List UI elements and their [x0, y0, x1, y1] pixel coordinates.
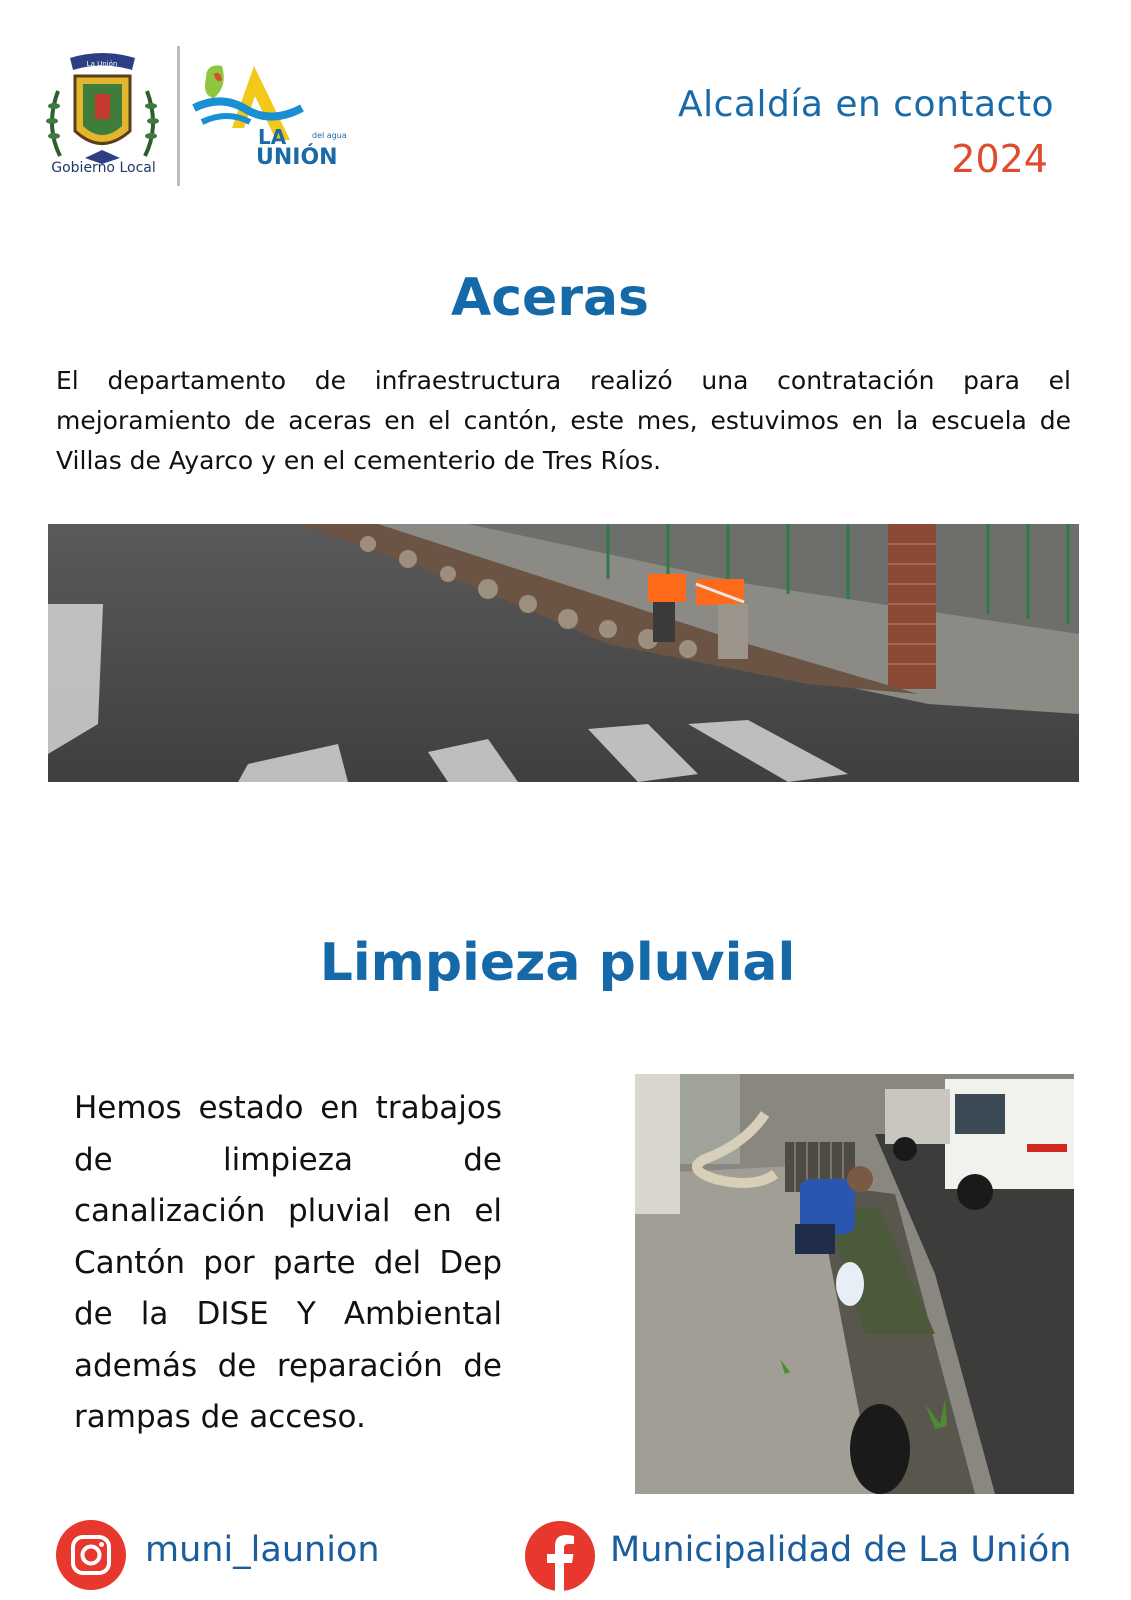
crest-caption: Gobierno Local	[51, 160, 156, 176]
header-divider	[177, 46, 180, 186]
section-title-aceras: Aceras	[450, 268, 650, 328]
photo-sidewalk-works	[48, 524, 1079, 782]
instagram-icon[interactable]	[56, 1520, 126, 1590]
facebook-icon[interactable]	[525, 1521, 595, 1591]
logo-del-agua-text: del agua	[312, 131, 347, 140]
crest-ribbon-text: La Unión	[86, 60, 118, 68]
header-title: Alcaldía en contacto	[678, 84, 1054, 125]
la-union-logo	[192, 58, 362, 170]
section-title-limpieza-pluvial: Limpieza pluvial	[319, 933, 796, 993]
logo-la-text: LA	[258, 125, 287, 149]
facebook-page-link[interactable]: Municipalidad de La Unión	[610, 1530, 1072, 1570]
photo-drain-cleaning	[635, 1074, 1074, 1494]
logo-union-text: UNIÓN	[256, 145, 338, 170]
section-body-aceras: El departamento de infraestructura realizó una contratación para el mejoramiento de aceras en el cantón, este mes, estuvimos en la escuela de Villas de Ayarco y en el cementerio de Tres Ríos.	[56, 366, 1071, 475]
header-year: 2024	[951, 137, 1048, 181]
section-body-limpieza-pluvial: Hemos estado en trabajos de limpieza de canalización pluvial en el Cantón por parte del Dep de la DISE Y Ambiental además de reparación de rampas de acceso.	[74, 1090, 502, 1435]
instagram-handle-link[interactable]: muni_launion	[145, 1530, 380, 1570]
